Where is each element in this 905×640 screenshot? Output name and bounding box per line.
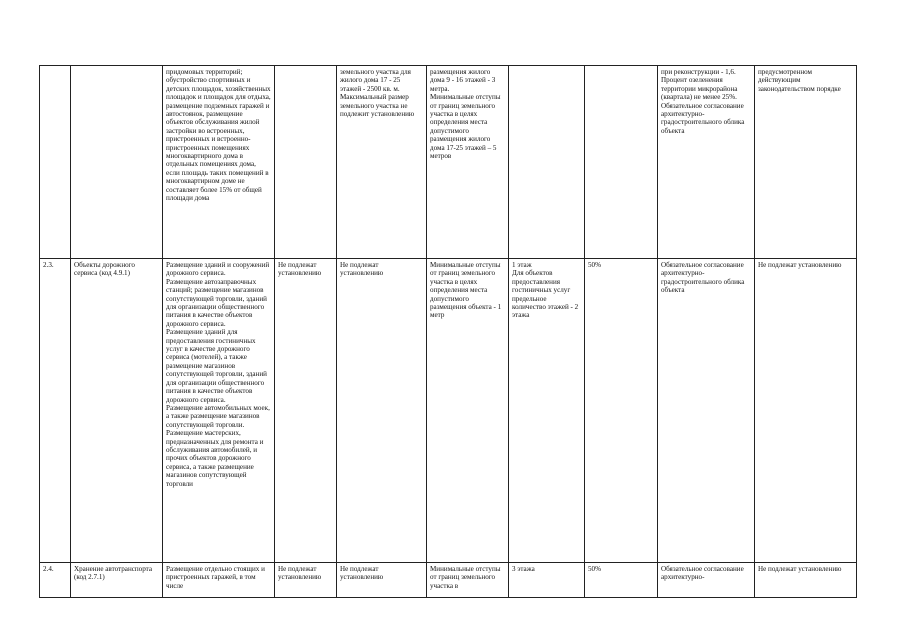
coverage-percent-cell: 50%	[585, 563, 658, 598]
row-number-cell: 2.3.	[40, 259, 71, 563]
table-row	[40, 259, 857, 563]
plot-size-cell: Не подлежат установлению	[275, 563, 337, 598]
other-parameters-cell: при реконструкции - 1,6. Процент озеленения территории микрорайона (квартала) не менее 25%. Обязательное согласование архитектурно-градостроительного облика объекта	[658, 66, 755, 259]
plot-area-limits-cell: Не подлежат установлению	[337, 259, 427, 563]
floors-cell: 1 этаж Для объектов предоставления гостиничных услуг предельное количество этажей - 2 этажа	[509, 259, 585, 563]
floors-cell	[509, 66, 585, 259]
table-row	[40, 66, 857, 259]
plot-area-limits-cell: Не подлежат установлению	[337, 563, 427, 598]
setback-cell: размещения жилого дома 9 - 16 этажей - 3 метра. Минимальные отступы от границ земельного участка в целях определения места допустимого размещения жилого дома 17-25 этажей – 5 метров	[427, 66, 509, 259]
plot-area-limits-cell: земельного участка для жилого дома 17 - 25 этажей - 2500 кв. м. Максимальный размер земельного участка не подлежит установлению	[337, 66, 427, 259]
table-row	[40, 563, 857, 598]
restrictions-cell: Не подлежат установлению	[755, 259, 857, 563]
permitted-use-description-cell: придомовых территорий; обустройство спортивных и детских площадок, хозяйственных площадок и площадок для отдыха, размещение подземных гаражей и автостоянок, размещение объектов обслуживания жилой застройки во встроенных, пристроенных и встроенно-пристроенных помещениях многоквартирного дома в отдельных помещениях дома, если площадь таких помещений в многоквартирном доме не составляет более 15% от общей площади дома	[163, 66, 275, 259]
row-number-cell: 2.4.	[40, 563, 71, 598]
row-number-cell	[40, 66, 71, 259]
permitted-use-description-cell: Размещение отдельно стоящих и пристроенных гаражей, в том числе	[163, 563, 275, 598]
zone-name-cell: Хранение автотранспорта (код 2.7.1)	[71, 563, 163, 598]
other-parameters-cell: Обязательное согласование архитектурно-градостроительного облика объекта	[658, 259, 755, 563]
plot-size-cell: Не подлежат установлению	[275, 259, 337, 563]
permitted-use-description-cell: Размещение зданий и сооружений дорожного сервиса. Размещение автозаправочных станций; размещение магазинов сопутствующей торговли, зданий для организации общественного питания в качестве объектов дорожного сервиса. Размещение зданий для предоставления гостиничных услуг в качестве дорожного сервиса (мотелей), а также размещение магазинов сопутствующей торговли, зданий для организации общественного питания в качестве объектов дорожного сервиса. Размещение автомобильных моек, а также размещение магазинов сопутствующей торговли. Размещение мастерских, предназначенных для ремонта и обслуживания автомобилей, и прочих объектов дорожного сервиса, а также размещение магазинов сопутствующей торговли	[163, 259, 275, 563]
regulations-table	[39, 65, 857, 598]
coverage-percent-cell	[585, 66, 658, 259]
restrictions-cell: предусмотренном действующим законодательством порядке	[755, 66, 857, 259]
other-parameters-cell: Обязательное согласование архитектурно-	[658, 563, 755, 598]
setback-cell: Минимальные отступы от границ земельного участка в целях определения места допустимого размещения объекта - 1 метр	[427, 259, 509, 563]
zone-name-cell: Объекты дорожного сервиса (код 4.9.1)	[71, 259, 163, 563]
zone-name-cell	[71, 66, 163, 259]
plot-size-cell	[275, 66, 337, 259]
restrictions-cell: Не подлежат установлению	[755, 563, 857, 598]
setback-cell: Минимальные отступы от границ земельного участка в	[427, 563, 509, 598]
coverage-percent-cell: 50%	[585, 259, 658, 563]
floors-cell: 3 этажа	[509, 563, 585, 598]
